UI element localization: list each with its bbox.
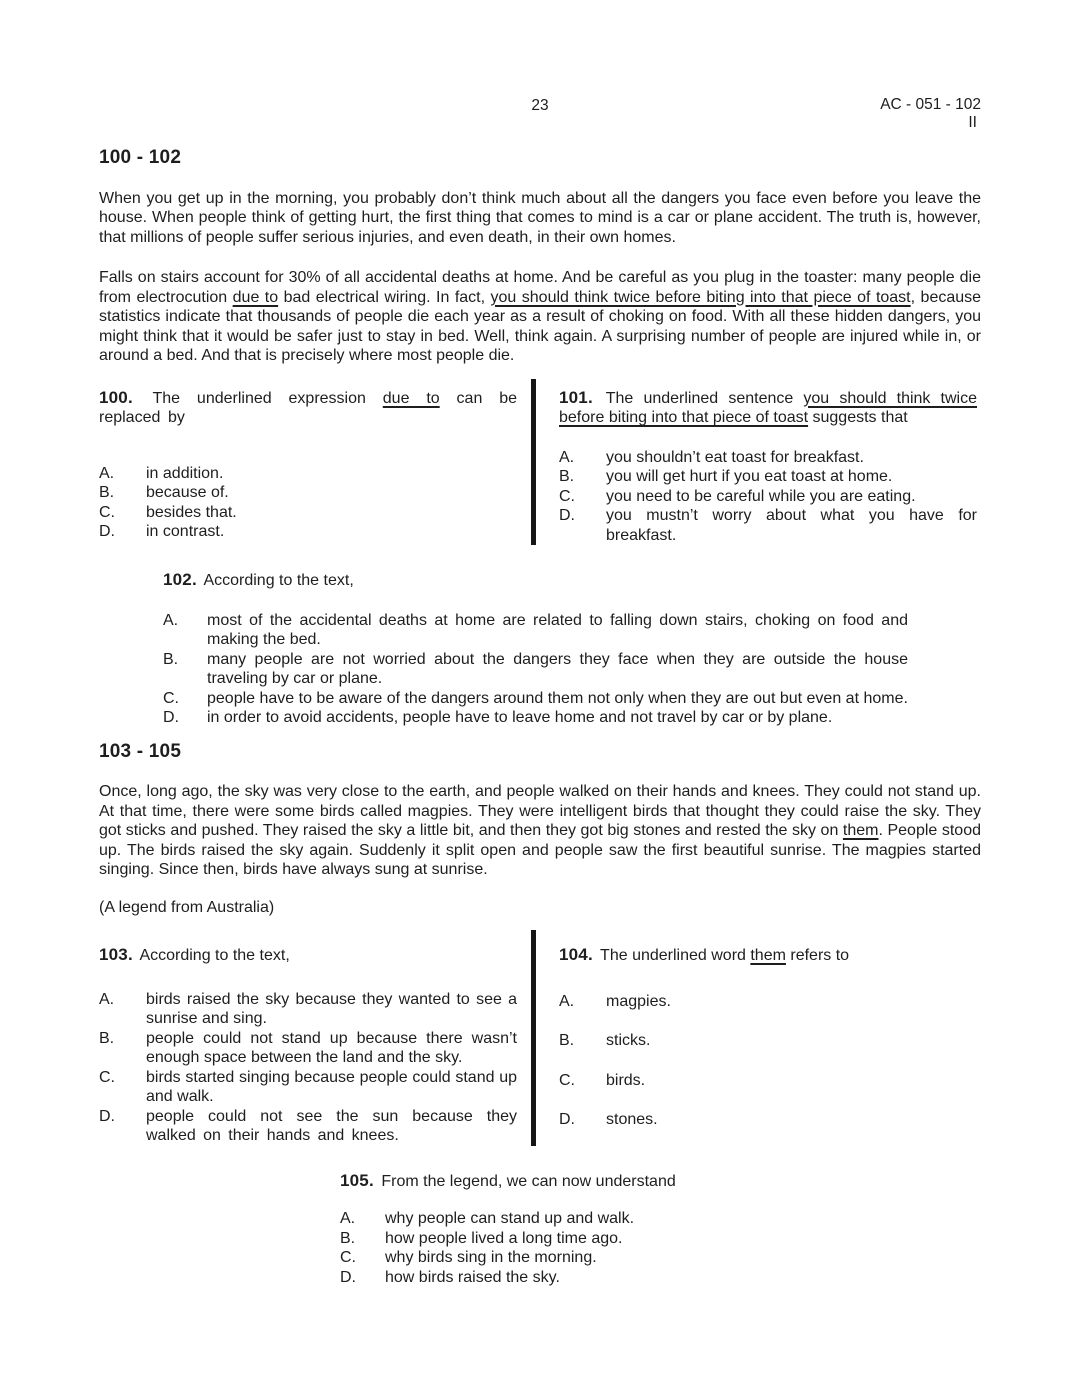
- column-divider-double-rule: [531, 930, 536, 1146]
- question-102: [163, 570, 908, 728]
- page-header: [99, 96, 981, 134]
- reading-passage-1-paragraph-1: [99, 189, 981, 248]
- stem-text: suggests that: [808, 409, 908, 426]
- question-104-options: [559, 992, 977, 1130]
- question-100-number: 100.: [99, 387, 133, 407]
- question-101-stem: [559, 388, 977, 428]
- question-102-number: 102.: [163, 570, 197, 589]
- question-103: [99, 930, 517, 1146]
- question-104: [559, 930, 977, 1146]
- option-letter: D.: [99, 1107, 115, 1125]
- passage-text: Once, long ago, the sky was very close to the earth, and people walked on their hands and knees. They could not stand up. At that time, there were some birds called magpies. They were intelligent birds that thought they could raise the sky. They got sticks and pushed. They raised the sky a little bit, and then they got big stones and rested the sky on: [99, 783, 981, 839]
- option-letter: A.: [99, 464, 115, 482]
- option-text: stones.: [606, 1111, 658, 1128]
- stem-text: can be replaced by: [99, 389, 518, 426]
- passage-text: Falls on stairs account for 30% of all accidental deaths at home. And be careful as you plug in the toaster: many people die from electrocution: [99, 269, 981, 306]
- option-text: people could not see the sun because they walked on their hands and knees.: [146, 1107, 517, 1144]
- option-text: birds started singing because people could stand up and walk.: [146, 1068, 517, 1105]
- question-104-number: 104.: [559, 945, 593, 964]
- option-letter: B.: [559, 1032, 575, 1049]
- question-105-number: 105.: [340, 1170, 374, 1190]
- stem-text: refers to: [785, 947, 850, 964]
- question-103-options: [99, 990, 517, 1146]
- option-row: [340, 1268, 941, 1288]
- stem-underlined-phrase: you should think twice before biting into that piece of toast: [559, 389, 978, 426]
- option-letter: B.: [340, 1229, 356, 1247]
- column-divider-double-rule: [531, 379, 536, 546]
- option-letter: B.: [99, 484, 115, 501]
- option-text: people could not stand up because there wasn’t enough space between the land and the sky.: [146, 1029, 517, 1066]
- option-text: magpies.: [606, 992, 671, 1010]
- question-100-stem: [99, 388, 517, 428]
- option-text: why birds sing in the morning.: [385, 1249, 597, 1266]
- option-row: [559, 992, 977, 1012]
- option-letter: D.: [559, 1111, 575, 1128]
- question-104-stem: [559, 945, 977, 966]
- option-text: besides that.: [146, 503, 237, 521]
- option-row: [163, 708, 908, 728]
- option-row: [559, 467, 977, 487]
- option-row: [559, 1031, 977, 1051]
- question-100-options: [99, 464, 517, 542]
- doc-code-block: [880, 96, 981, 132]
- option-letter: C.: [340, 1249, 356, 1266]
- option-text: many people are not worried about the dangers they face when they are outside the house traveling by car or plane.: [207, 650, 908, 687]
- option-row: [99, 522, 517, 542]
- question-103-stem: [99, 945, 517, 966]
- option-text: you will get hurt if you eat toast at home.: [606, 468, 893, 485]
- option-letter: D.: [340, 1268, 356, 1286]
- option-text: birds raised the sky because they wanted to see a sunrise and sing.: [146, 990, 517, 1027]
- reading-passage-2-paragraph: [99, 782, 981, 880]
- question-102-stem: [163, 570, 908, 591]
- question-103-number: 103.: [99, 945, 133, 964]
- option-letter: B.: [559, 468, 575, 485]
- stem-underlined-phrase: them: [750, 947, 786, 964]
- stem-text: The underlined word: [600, 947, 751, 964]
- option-row: [559, 448, 977, 468]
- stem-text: The underlined sentence: [605, 389, 804, 407]
- option-letter: A.: [163, 611, 179, 629]
- option-text: you mustn’t worry about what you have for breakfast.: [606, 507, 977, 544]
- option-letter: B.: [99, 1029, 115, 1047]
- option-row: [559, 506, 977, 545]
- stem-text: According to the text,: [203, 572, 354, 589]
- option-row: [99, 503, 517, 523]
- passage-text: . People stood up. The birds raised the sky again. Suddenly it split open and people saw the first beautiful sunrise. The magpies started singing. Since then, birds have always sung at sunrise.: [99, 822, 982, 878]
- question-100: [99, 379, 517, 546]
- question-105-options: [340, 1209, 941, 1287]
- option-letter: C.: [559, 487, 575, 505]
- stem-underlined-phrase: due to: [382, 389, 440, 407]
- option-row: [99, 464, 517, 484]
- question-row-103-104: [99, 930, 981, 1146]
- option-row: [340, 1248, 941, 1268]
- doc-code: AC - 051 - 102: [880, 96, 981, 113]
- stem-text: From the legend, we can now understand: [381, 1172, 676, 1190]
- option-text: why people can stand up and walk.: [385, 1210, 635, 1227]
- option-letter: A.: [340, 1210, 356, 1227]
- passage-text: When you get up in the morning, you probably don’t think much about all the dangers you face even before you leave the house. When people think of getting hurt, the first thing that comes to mind is a car or plane accident. The truth is, however, that millions of people suffer serious injuries, and even death, in their own homes.: [99, 189, 981, 246]
- section-title-103-105: 103 - 105: [99, 740, 182, 762]
- option-letter: A.: [559, 448, 575, 466]
- option-row: [99, 1068, 517, 1107]
- option-letter: C.: [163, 689, 179, 707]
- option-text: how birds raised the sky.: [385, 1268, 560, 1286]
- question-105: [340, 1171, 941, 1288]
- page-number: 23: [531, 97, 549, 114]
- option-letter: D.: [163, 709, 179, 726]
- option-text: in order to avoid accidents, people have to leave home and not travel by car or by plane.: [207, 709, 833, 726]
- question-row-100-101: [99, 379, 981, 546]
- question-105-stem: [340, 1171, 941, 1192]
- section-title-100-102: 100 - 102: [99, 147, 182, 168]
- passage-text: , because statistics indicate that thousands of people die each year as a result of choking on food. With all these hidden dangers, you might think that it would be safer just to stay in bed. Well, think again. A surprising number of people are injured while in, or around a bed. And that is precisely where most people die.: [99, 288, 982, 364]
- option-letter: C.: [99, 1068, 115, 1086]
- passage-text: bad electrical wiring. In fact,: [278, 288, 491, 306]
- option-text: people have to be aware of the dangers around them not only when they are out but even at home.: [207, 689, 908, 707]
- option-text: because of.: [146, 484, 229, 501]
- passage-underlined-phrase: you should think twice before biting into that piece of toast: [490, 288, 911, 306]
- question-101-number: 101.: [559, 387, 593, 407]
- reading-passage-1-paragraph-2: [99, 268, 981, 366]
- option-letter: A.: [559, 992, 575, 1010]
- option-text: you need to be careful while you are eating.: [606, 487, 916, 505]
- option-row: [559, 1110, 977, 1130]
- option-letter: A.: [99, 990, 115, 1008]
- passage-underlined-phrase: due to: [232, 288, 279, 306]
- question-101: [559, 379, 977, 546]
- option-text: in addition.: [146, 464, 224, 482]
- option-row: [99, 1029, 517, 1068]
- option-text: you shouldn’t eat toast for breakfast.: [606, 448, 864, 466]
- option-row: [340, 1229, 941, 1249]
- option-letter: C.: [559, 1071, 575, 1089]
- option-row: [163, 689, 908, 709]
- option-row: [559, 1071, 977, 1091]
- doc-code-supplement: II: [968, 114, 977, 131]
- option-text: most of the accidental deaths at home are related to falling down stairs, choking on food and making the bed.: [207, 611, 908, 648]
- option-row: [163, 650, 908, 689]
- option-letter: B.: [163, 650, 179, 668]
- stem-text: The underlined expression: [152, 389, 383, 407]
- stem-text: According to the text,: [139, 947, 290, 964]
- option-text: sticks.: [606, 1032, 651, 1049]
- option-row: [99, 990, 517, 1029]
- question-101-options: [559, 448, 977, 546]
- passage-underlined-phrase: them: [842, 822, 879, 839]
- option-letter: C.: [99, 503, 115, 521]
- option-letter: D.: [559, 507, 575, 524]
- option-letter: D.: [99, 523, 115, 540]
- option-row: [559, 487, 977, 507]
- option-row: [163, 611, 908, 650]
- option-row: [99, 1107, 517, 1146]
- option-row: [99, 483, 517, 503]
- option-text: how people lived a long time ago.: [385, 1229, 623, 1247]
- option-row: [340, 1209, 941, 1229]
- question-102-options: [163, 611, 908, 728]
- passage-source-note: (A legend from Australia): [99, 898, 275, 916]
- option-text: in contrast.: [146, 523, 225, 540]
- option-text: birds.: [606, 1071, 646, 1089]
